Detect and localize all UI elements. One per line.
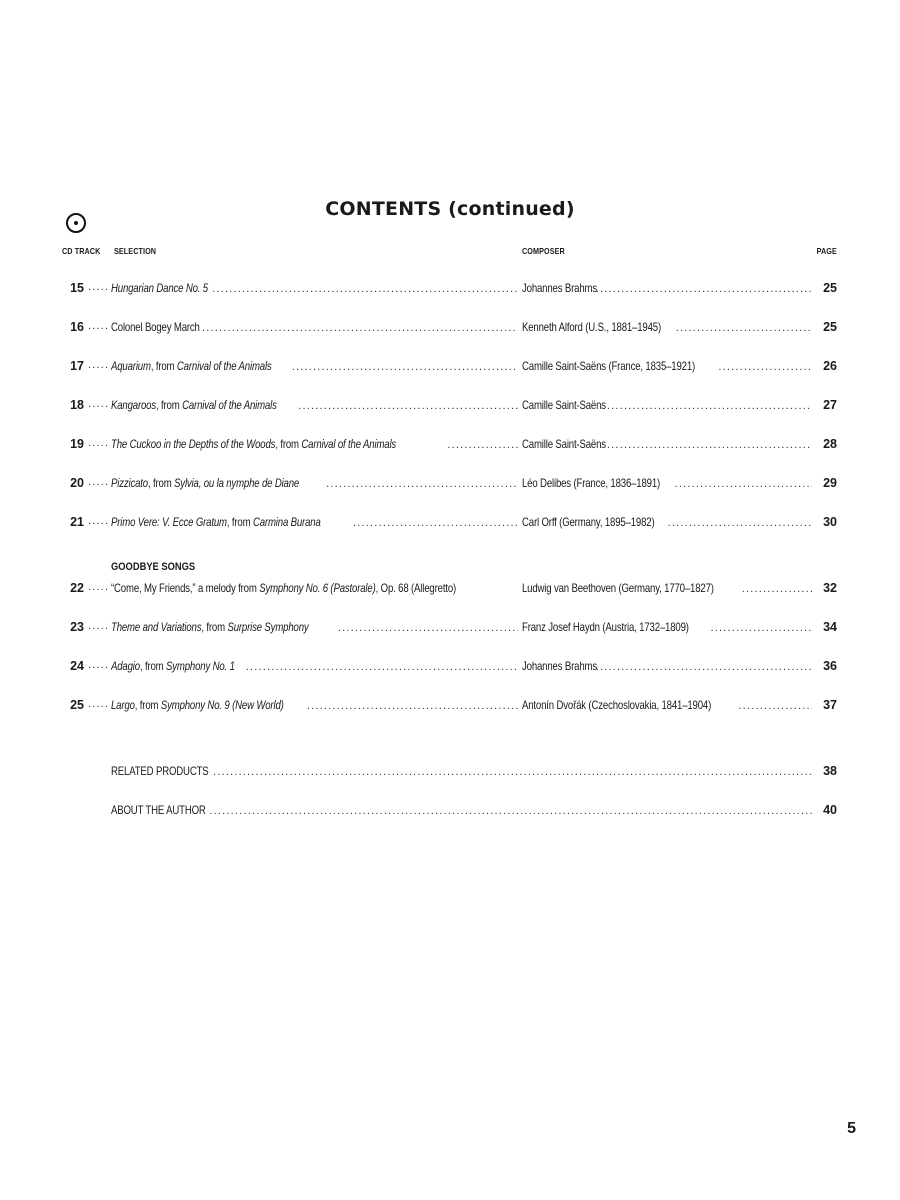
leader-dots (88, 437, 110, 449)
leader-dots (298, 400, 518, 412)
selection-text (111, 698, 284, 712)
page-number-entry: 25 (823, 281, 837, 295)
selection-title (111, 437, 522, 451)
leader-dots (88, 359, 110, 371)
composer-text: Kenneth Alford (U.S., 1881–1945) (522, 320, 661, 334)
leader-dots (326, 478, 518, 490)
contents-entry (0, 476, 900, 494)
composer (522, 698, 816, 712)
selection-part: Carnival of the Animals (176, 359, 272, 373)
selection-part: The Cuckoo in the Depths of the Woods (111, 437, 276, 451)
leader-dots (88, 476, 110, 488)
header-composer: COMPOSER (522, 246, 565, 256)
leader-dots (88, 581, 110, 593)
selection-part: Carnival of the Animals (301, 437, 397, 451)
composer-text: Johannes Brahms (522, 659, 597, 673)
selection-part: Largo (111, 698, 135, 712)
selection-title (111, 476, 522, 490)
leader-dots (307, 700, 518, 712)
selection-text (111, 476, 299, 490)
contents-entry (0, 659, 900, 677)
leader-dots (88, 620, 110, 632)
selection-part: , from (147, 476, 175, 490)
leader-dots (88, 437, 110, 449)
track-number: 16 (70, 320, 84, 334)
composer (522, 581, 816, 595)
selection-part: , from (134, 698, 161, 712)
page-number-entry: 28 (823, 437, 837, 451)
selection-part: , from (226, 515, 253, 529)
extra-title (111, 803, 817, 817)
selection-part: Carnival of the Animals (182, 398, 277, 412)
selection-text (111, 437, 396, 451)
composer-text: Carl Orff (Germany, 1895–1982) (522, 515, 655, 529)
leader-dots (88, 398, 110, 410)
page-number: 5 (847, 1120, 856, 1137)
track-number: 22 (70, 581, 84, 595)
track-number: 24 (70, 659, 84, 673)
page-number-entry: 26 (823, 359, 837, 373)
selection-part: , from (139, 659, 167, 673)
selection-text (111, 398, 277, 412)
page-title: CONTENTS (continued) (325, 198, 575, 220)
leader-dots (447, 439, 518, 451)
composer (522, 659, 816, 673)
selection-part: Symphony No. 1 (166, 659, 235, 673)
extra-label: ABOUT THE AUTHOR (111, 803, 206, 817)
page-number-entry: 36 (823, 659, 837, 673)
selection-part: Adagio (111, 659, 140, 673)
leader-dots (202, 322, 518, 334)
leader-dots (338, 622, 518, 634)
leader-dots (88, 659, 110, 671)
page-number-entry: 40 (823, 803, 837, 817)
leader-dots (88, 281, 110, 293)
leader-dots (88, 359, 110, 371)
contents-entry (0, 320, 900, 338)
selection-part: Hungarian Dance No. 5 (111, 281, 208, 295)
composer (522, 398, 816, 412)
leader-dots (212, 283, 518, 295)
composer-text: Johannes Brahms (522, 281, 597, 295)
leader-dots (88, 398, 110, 410)
track-number: 25 (70, 698, 84, 712)
page-number-entry: 25 (823, 320, 837, 334)
leader-dots (675, 478, 812, 490)
track-number: 17 (70, 359, 84, 373)
leader-dots (88, 320, 110, 332)
composer (522, 476, 816, 490)
header-cd-track: CD TRACK (62, 246, 101, 256)
selection-part: Pizzicato (111, 476, 148, 490)
leader-dots (607, 400, 812, 412)
track-number: 20 (70, 476, 84, 490)
track-number: 23 (70, 620, 84, 634)
leader-dots (353, 517, 518, 529)
leader-dots (88, 698, 110, 710)
selection-part: Symphony No. 6 (Pastorale) (259, 581, 376, 595)
track-number: 19 (70, 437, 84, 451)
contents-entry (0, 398, 900, 416)
leader-dots (668, 517, 812, 529)
track-number: 15 (70, 281, 84, 295)
selection-text (111, 359, 272, 373)
selection-title (111, 698, 522, 712)
selection-title (111, 398, 522, 412)
composer-text: Antonín Dvořák (Czechoslovakia, 1841–1904) (522, 698, 712, 712)
composer-text: Ludwig van Beethoven (Germany, 1770–1827) (522, 581, 714, 595)
leader-dots (738, 700, 812, 712)
section-heading-goodbye-songs: GOODBYE SONGS (111, 561, 196, 573)
extra-title (111, 764, 817, 778)
leader-dots (88, 515, 110, 527)
contents-entry-extra (0, 803, 900, 821)
composer (522, 515, 816, 529)
page-number-entry: 34 (823, 620, 837, 634)
selection-text (111, 581, 456, 595)
leader-dots (88, 581, 110, 593)
selection-part: , from (201, 620, 228, 634)
selection-text (111, 515, 321, 529)
composer (522, 437, 816, 451)
selection-part: Kangaroos (111, 398, 156, 412)
leader-dots (711, 622, 812, 634)
contents-entry (0, 581, 900, 599)
contents-entry (0, 281, 900, 299)
page-number-entry: 30 (823, 515, 837, 529)
selection-title (111, 359, 522, 373)
selection-part: Colonel Bogey March (111, 320, 200, 334)
selection-part: Sylvia, ou la nymphe de Diane (174, 476, 300, 490)
leader-dots (676, 322, 812, 334)
selection-part: Primo Vere: V. Ecce Gratum (111, 515, 227, 529)
contents-entry-extra (0, 764, 900, 782)
page-number-entry: 37 (823, 698, 837, 712)
contents-entry (0, 698, 900, 716)
leader-dots (596, 661, 812, 673)
leader-dots (88, 515, 110, 527)
leader-dots (718, 361, 812, 373)
composer-text: Léo Delibes (France, 1836–1891) (522, 476, 661, 490)
leader-dots (88, 698, 110, 710)
leader-dots (88, 659, 110, 671)
cd-icon (66, 213, 86, 233)
composer-text: Camille Saint-Saëns (522, 398, 606, 412)
leader-dots (596, 283, 812, 295)
selection-text (111, 620, 309, 634)
selection-text (111, 281, 208, 295)
selection-part: Carmina Burana (252, 515, 321, 529)
selection-part: , from (150, 359, 177, 373)
contents-entry (0, 515, 900, 533)
leader-dots (246, 661, 518, 673)
selection-part: Aquarium (111, 359, 151, 373)
leader-dots (292, 361, 518, 373)
selection-part: Surprise Symphony (227, 620, 309, 634)
composer (522, 281, 816, 295)
selection-title (111, 320, 522, 334)
selection-part: “Come, My Friends,” a melody from (111, 581, 260, 595)
selection-title (111, 581, 522, 595)
leader-dots (88, 620, 110, 632)
composer-text: Camille Saint-Saëns (France, 1835–1921) (522, 359, 696, 373)
selection-part: Theme and Variations (111, 620, 202, 634)
page-number-entry: 38 (823, 764, 837, 778)
selection-text (111, 659, 235, 673)
page-number-entry: 32 (823, 581, 837, 595)
selection-part: , from (156, 398, 183, 412)
leader-dots (88, 476, 110, 488)
header-page: PAGE (816, 246, 837, 256)
leader-dots (88, 281, 110, 293)
contents-entry (0, 437, 900, 455)
composer (522, 620, 816, 634)
selection-title (111, 281, 522, 295)
selection-part: Symphony No. 9 (New World) (160, 698, 284, 712)
leader-dots (607, 439, 812, 451)
header-selection: SELECTION (114, 246, 157, 256)
composer (522, 359, 816, 373)
page-number-entry: 29 (823, 476, 837, 490)
leader-dots (742, 583, 812, 595)
composer-text: Franz Josef Haydn (Austria, 1732–1809) (522, 620, 689, 634)
track-number: 18 (70, 398, 84, 412)
page-number-entry: 27 (823, 398, 837, 412)
contents-entry (0, 620, 900, 638)
selection-text (111, 320, 200, 334)
track-number: 21 (70, 515, 84, 529)
composer-text: Camille Saint-Saëns (522, 437, 606, 451)
selection-title (111, 659, 522, 673)
selection-title (111, 620, 522, 634)
composer (522, 320, 816, 334)
leader-dots (213, 766, 813, 778)
selection-part: , Op. 68 (Allegretto) (375, 581, 457, 595)
extra-label: RELATED PRODUCTS (111, 764, 209, 778)
selection-title (111, 515, 522, 529)
leader-dots (88, 320, 110, 332)
contents-entry (0, 359, 900, 377)
selection-part: , from (275, 437, 302, 451)
leader-dots (209, 805, 813, 817)
